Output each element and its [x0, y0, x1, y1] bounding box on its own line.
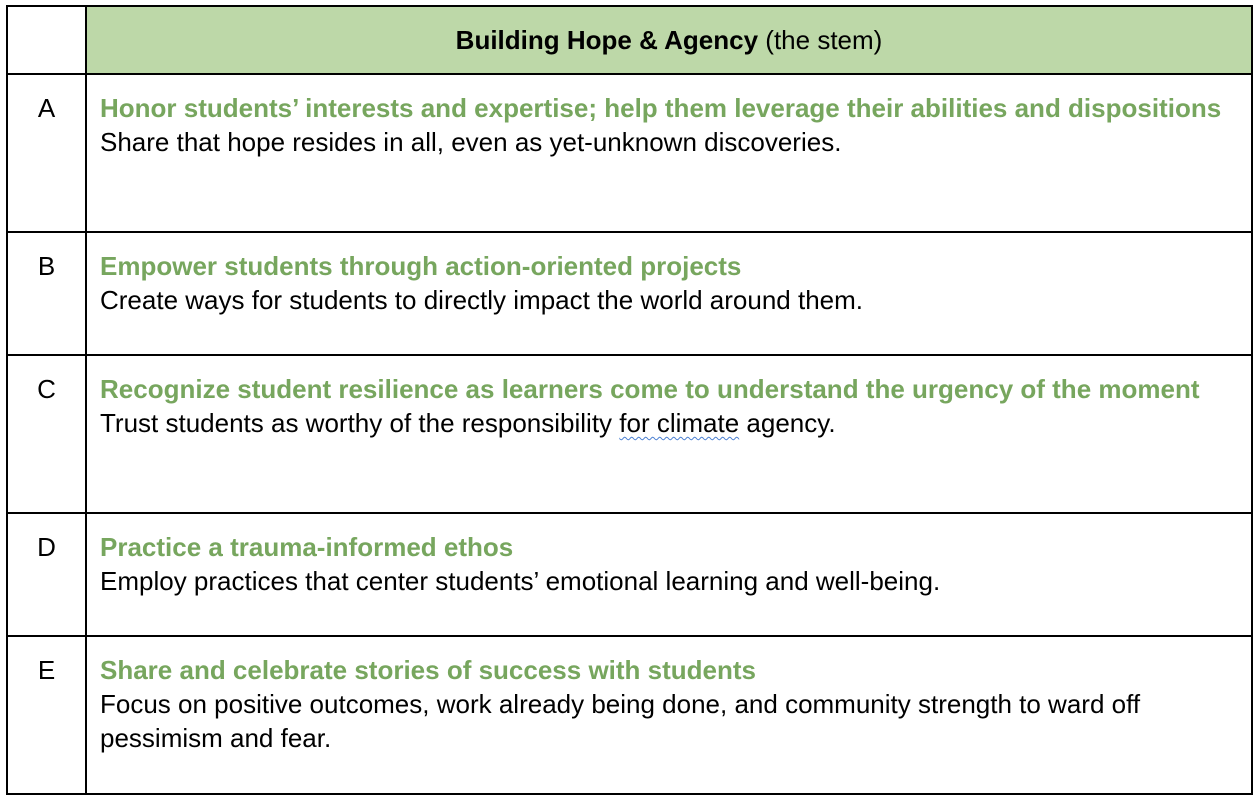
item-title: Share and celebrate stories of success with students: [100, 655, 757, 685]
row-content: [86, 513, 1252, 636]
item-description: Focus on positive outcomes, work already being done, and community strength to ward off pessimism and fear.: [100, 689, 1141, 753]
description-text-start: Trust students as worthy of the responsibility: [100, 408, 620, 438]
table-row-b: [7, 232, 1252, 355]
table-row-e: [7, 636, 1252, 794]
row-content: [86, 636, 1252, 794]
table-row-a: [7, 74, 1252, 232]
hope-agency-table: [6, 5, 1253, 795]
item-description: Share that hope resides in all, even as yet-unknown discoveries.: [100, 127, 842, 157]
description-text-end: agency.: [739, 408, 836, 438]
header-subtitle: (the stem): [765, 25, 883, 55]
row-letter: B: [7, 232, 86, 355]
item-description: Employ practices that center students’ emotional learning and well-being.: [100, 566, 941, 596]
item-title: Honor students’ interests and expertise; help them leverage their abilities and dispositions: [100, 93, 1222, 123]
row-letter: C: [7, 355, 86, 513]
row-letter: D: [7, 513, 86, 636]
item-description: Create ways for students to directly impact the world around them.: [100, 285, 864, 315]
row-content: [86, 74, 1252, 232]
table-row-d: [7, 513, 1252, 636]
row-letter: A: [7, 74, 86, 232]
spellcheck-flagged-text[interactable]: for climate: [619, 408, 740, 438]
header-corner-cell: [7, 6, 86, 74]
item-title: Practice a trauma-informed ethos: [100, 532, 514, 562]
item-title: Empower students through action-oriented projects: [100, 251, 742, 281]
header-cell: [86, 6, 1252, 74]
row-letter: E: [7, 636, 86, 794]
header-row: [7, 6, 1252, 74]
header-title: Building Hope & Agency: [455, 25, 759, 55]
table-row-c: [7, 355, 1252, 513]
row-content: [86, 232, 1252, 355]
item-description: [100, 406, 1231, 440]
row-content: [86, 355, 1252, 513]
item-title: Recognize student resilience as learners come to understand the urgency of the moment: [100, 374, 1200, 404]
